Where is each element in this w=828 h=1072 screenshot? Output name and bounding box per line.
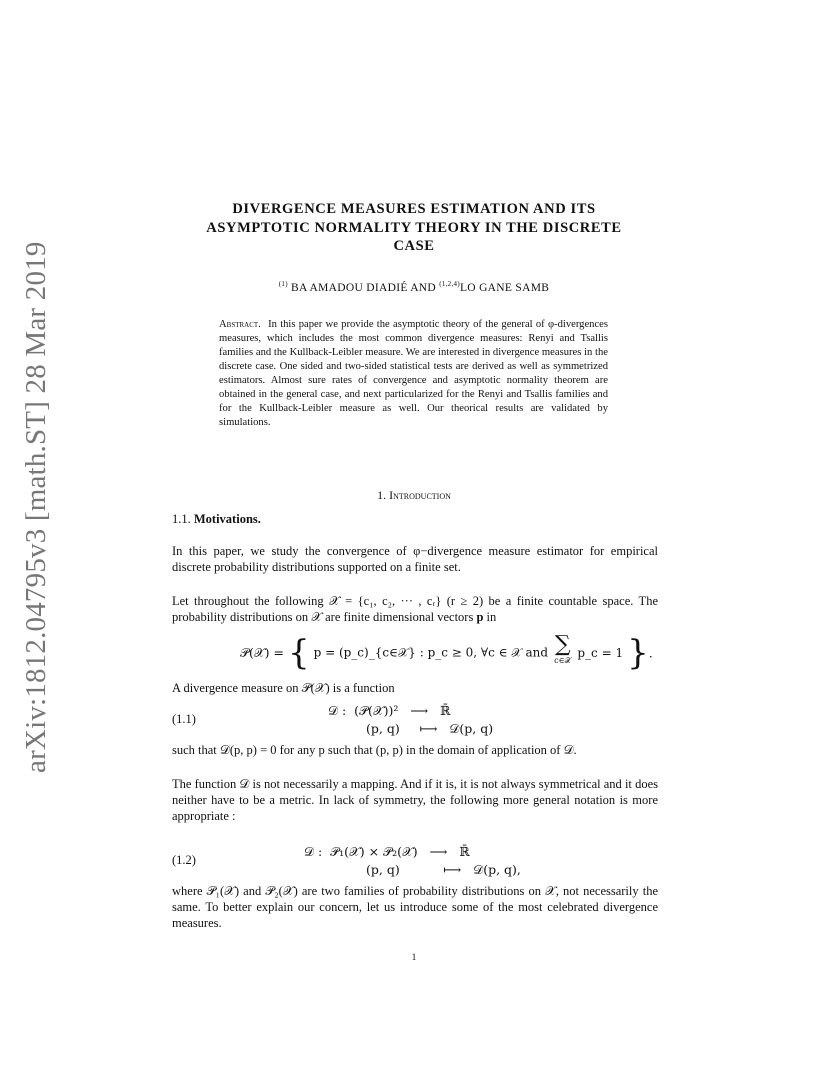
arxiv-identifier-stamp: arXiv:1812.04795v3 [math.ST] 28 Mar 2019 bbox=[20, 241, 52, 773]
subsection-heading bbox=[172, 512, 261, 527]
section-number: 1. bbox=[377, 488, 387, 502]
equation-1-1-tag: (1.1) bbox=[172, 712, 196, 726]
author2-affiliation: (1,2,4) bbox=[439, 280, 460, 288]
equation-1-1-line-2: (p, q) ⟼ 𝒟(p, q) bbox=[366, 721, 494, 736]
abstract bbox=[219, 318, 608, 430]
equation-1-2-tag: (1.2) bbox=[172, 853, 196, 867]
title-line-2: ASYMPTOTIC NORMALITY THEORY IN THE DISCRETE bbox=[206, 219, 622, 236]
paragraph-setup-tail: in bbox=[486, 610, 497, 624]
left-brace-symbol: { bbox=[287, 633, 310, 673]
equation-1-1-line-1: 𝒟 : (𝒫(𝒳))² ⟶ ℝ̄ bbox=[328, 703, 451, 718]
title-line-3: CASE bbox=[393, 238, 435, 254]
paragraph-setup bbox=[172, 593, 658, 625]
subsection-name: Motivations. bbox=[193, 512, 261, 526]
page-number: 1 bbox=[411, 953, 417, 963]
author1-affiliation: (1) bbox=[278, 280, 288, 288]
paragraph-intro: In this paper, we study the convergence of φ−divergence measure estimator for empirical discrete probability distributions supported on a finite set. bbox=[172, 544, 658, 574]
author2-name: LO GANE SAMB bbox=[459, 281, 550, 294]
subsection-number: 1.1. bbox=[172, 512, 191, 526]
paragraph-families: where 𝒫₁(𝒳) and 𝒫₂(𝒳) are two families of probability distributions on 𝒳, not necessarily the same. To better explain our concern, let us introduce some of the most celebrated divergence measures. bbox=[172, 884, 658, 930]
equation-distribution-set: 𝒫(𝒳) = { p = (p_c)_{c∈𝒳} : p_c ≥ 0, ∀c ∈ 𝒳 and ∑ c∈𝒳 p_c = 1 }. bbox=[240, 632, 653, 673]
section-name: Introduction bbox=[389, 488, 451, 502]
sum-subscript: c∈𝒳 bbox=[554, 656, 572, 665]
author-list bbox=[170, 280, 658, 294]
paragraph-divergence: A divergence measure on 𝒫(𝒳) is a function bbox=[172, 681, 395, 695]
right-brace-symbol: } bbox=[627, 633, 649, 673]
abstract-label: Abstract. bbox=[219, 319, 261, 330]
eq-def-lhs: 𝒫(𝒳) = bbox=[240, 645, 284, 660]
vector-p-symbol: p bbox=[476, 610, 484, 624]
paragraph-condition: such that 𝒟(p, p) = 0 for any p such that (p, p) in the domain of application of 𝒟. bbox=[172, 743, 577, 757]
equation-1-2-line-1: 𝒟 : 𝒫₁(𝒳) × 𝒫₂(𝒳) ⟶ ℝ̄ bbox=[304, 844, 470, 859]
abstract-text: In this paper we provide the asymptotic theory of the general of φ-divergences measures, which includes the most common divergence measures: Renyi and Tsallis families and the Kullback-Leibler measure. We are interested in divergence measures in the discrete case. One sided and two-sided statistical tests are derived as well as symmetrized estimators. Almost sure rates of convergence and asymptotic normality theorem are obtained in the general case, and next particularized for the Renyi and Tsallis families and for the Kullback-Leibler measure as well. Our theorical results are validated by simulations. bbox=[219, 319, 608, 428]
sum-term: p_c = 1 bbox=[577, 646, 624, 660]
title-line-1: DIVERGENCE MEASURES ESTIMATION AND ITS bbox=[232, 201, 596, 217]
section-heading bbox=[170, 488, 658, 503]
sum-operator: ∑ c∈𝒳 bbox=[554, 632, 572, 665]
equation-1-2-line-2: (p, q) ⟼ 𝒟(p, q), bbox=[366, 862, 521, 877]
eq-def-body: p = (p_c)_{c∈𝒳} : p_c ≥ 0, ∀c ∈ 𝒳 and bbox=[313, 645, 549, 660]
paper-title bbox=[170, 200, 658, 256]
paragraph-setup-text: Let throughout the following 𝒳 = {c₁, c₂, ··· , cᵣ} (r ≥ 2) be a finite countable space. The probability distributions on 𝒳 are finite dimensional vectors bbox=[172, 594, 658, 624]
author1-name: BA AMADOU DIADIÉ AND bbox=[291, 281, 437, 294]
paragraph-symmetry: The function 𝒟 is not necessarily a mapping. And if it is, it is not always symmetrical and it does neither have to be a metric. In lack of symmetry, the following more general notation is more appropriate : bbox=[172, 777, 658, 823]
